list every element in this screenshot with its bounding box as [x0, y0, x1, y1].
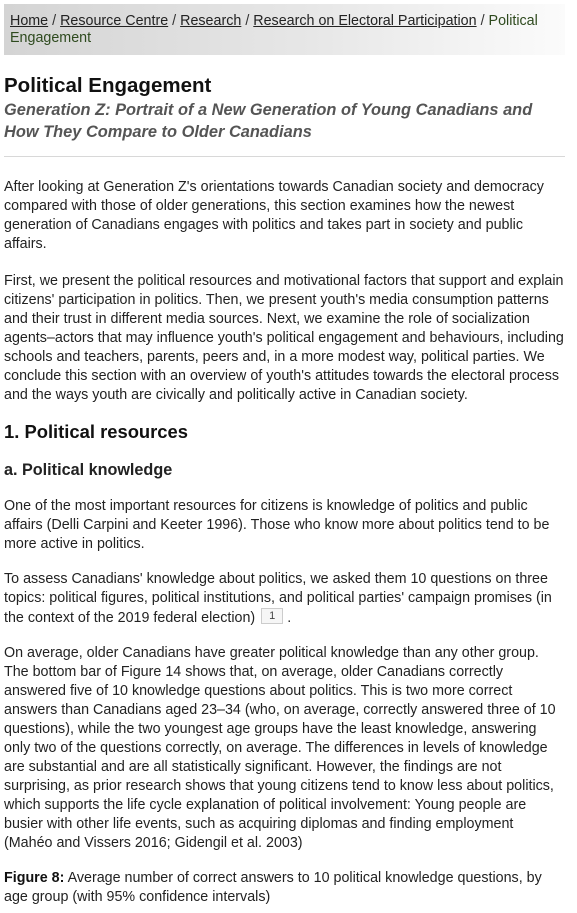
footnote-link[interactable]: 1 [261, 608, 283, 624]
body-paragraph-with-footnote [4, 570, 565, 628]
breadcrumb-separator: / [172, 13, 177, 29]
main-content [4, 74, 565, 907]
breadcrumb-research-link[interactable]: Research [180, 13, 242, 29]
breadcrumb-electoral-participation-link[interactable]: Research on Electoral Participation [253, 13, 477, 29]
breadcrumb-separator: / [52, 13, 57, 29]
breadcrumb [4, 4, 565, 55]
body-paragraph: On average, older Canadians have greater political knowledge than any other group. The bottom bar of Figure 14 shows that, on average, older Canadians correctly answered five of 10 knowledge questions about politics. This is two more correct answers than Canadians aged 23–34 (who, on average, correctly answered three of 10 questions), while the two youngest age groups have the least knowledge, answering only two of the questions correctly, on average. The differences in levels of knowledge are substantial and are all statistically significant. However, the findings are not surprising, as prior research shows that young citizens tend to know less about politics, which supports the life cycle explanation of political involvement: Young people are busier with other life events, such as acquiring diplomas and finding employment (Mahéo and Vissers 2016; Gidengil et al. 2003) [4, 645, 556, 851]
page-title: Political Engagement [4, 74, 212, 97]
page-subtitle: Generation Z: Portrait of a New Generation of Young Canadians and How They Compare to Older Canadians [4, 101, 533, 141]
breadcrumb-home-link[interactable]: Home [10, 13, 49, 29]
title-divider [4, 156, 565, 157]
section-heading: 1. Political resources [4, 421, 188, 442]
figure-caption [4, 869, 565, 907]
intro-paragraph: After looking at Generation Z's orientations towards Canadian society and democracy compared with those of older generations, this section examines how the newest generation of Canadians engages with politics and takes part in society and public affairs. [4, 179, 544, 252]
breadcrumb-current-page: Political Engagement [10, 13, 538, 46]
body-paragraph: One of the most important resources for citizens is knowledge of politics and public affairs (Delli Carpini and Keeter 1996). Those who know more about politics tend to be more active in politics. [4, 498, 550, 552]
paragraph-text: To assess Canadians' knowledge about politics, we asked them 10 questions on three topics: political figures, political institutions, and political parties' campaign promises (in the context of the 2019 federal election) [4, 571, 552, 626]
intro-paragraph: First, we present the political resources and motivational factors that support and explain citizens' participation in politics. Then, we present youth's media consumption patterns and their trust in different media sources. Next, we examine the role of socialization agents–actors that may influence youth's political engagement and behaviours, including schools and teachers, parents, peers and, in a more modest way, political parties. We conclude this section with an overview of youth's attitudes towards the electoral process and the ways youth are civically and politically active in Canadian society. [4, 273, 564, 403]
breadcrumb-resource-centre-link[interactable]: Resource Centre [60, 13, 169, 29]
paragraph-end-punctuation: . [287, 610, 292, 626]
figure-label: Figure 8: [4, 870, 65, 886]
subsection-heading: a. Political knowledge [4, 461, 173, 479]
breadcrumb-separator: / [245, 13, 250, 29]
breadcrumb-separator: / [480, 13, 485, 29]
figure-caption-text: Average number of correct answers to 10 political knowledge questions, by age group (with 95% confidence intervals) [4, 870, 542, 905]
